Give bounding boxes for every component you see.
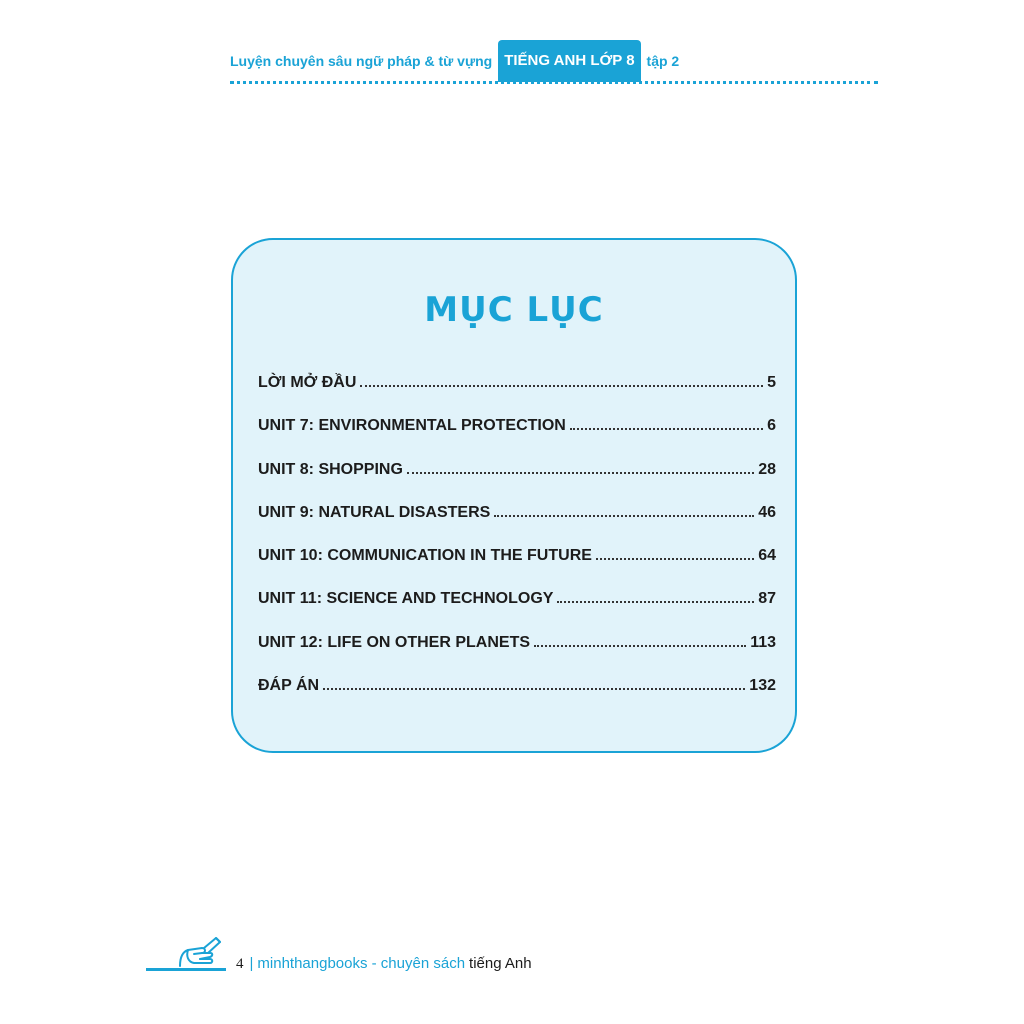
toc-entry-page: 46: [758, 503, 776, 521]
header-dotted-rule: [230, 81, 878, 84]
toc-leader-dots: [596, 558, 754, 560]
toc-entry[interactable]: [258, 590, 776, 633]
toc-entry-label: ĐÁP ÁN: [258, 677, 320, 695]
toc-entry[interactable]: [258, 504, 776, 547]
writing-hand-icon: [176, 936, 226, 972]
toc-title: MỤC LỤC: [424, 290, 604, 330]
toc-entry-page: 64: [758, 547, 776, 565]
toc-entry[interactable]: [258, 461, 776, 504]
header-subtitle: Luyện chuyên sâu ngữ pháp & từ vựng: [230, 53, 493, 69]
toc-entry-page: 132: [749, 677, 776, 695]
header-volume: tập 2: [646, 53, 680, 69]
toc-entry-label: UNIT 10: COMMUNICATION IN THE FUTURE: [258, 547, 592, 565]
header-badge: TIẾNG ANH LỚP 8: [498, 40, 640, 82]
toc-leader-dots: [407, 472, 754, 474]
toc-leader-dots: [494, 515, 754, 517]
toc-leader-dots: [570, 428, 763, 430]
toc-leader-dots: [360, 385, 763, 387]
toc-entry-label: UNIT 7: ENVIRONMENTAL PROTECTION: [258, 417, 566, 435]
toc-entry-page: 6: [767, 417, 776, 435]
toc-leader-dots: [557, 601, 754, 603]
toc-entry-label: UNIT 12: LIFE ON OTHER PLANETS: [258, 633, 531, 651]
toc-entry-page: 5: [767, 374, 776, 391]
toc-entry-label: LỜI MỞ ĐẦU: [258, 374, 357, 391]
toc-entry-label: UNIT 8: SHOPPING: [258, 460, 403, 478]
page-footer: [236, 955, 532, 973]
toc-entry[interactable]: [258, 547, 776, 590]
toc-entry[interactable]: [258, 634, 776, 677]
toc-entry[interactable]: [258, 374, 776, 417]
toc-leader-dots: [323, 688, 745, 690]
page-number: 4: [236, 956, 244, 972]
toc-entry-label: UNIT 9: NATURAL DISASTERS: [258, 503, 491, 521]
toc-list: [258, 374, 776, 720]
table-of-contents-box: [231, 238, 797, 753]
toc-entry-page: 87: [758, 590, 776, 608]
toc-entry[interactable]: [258, 417, 776, 460]
running-header: [230, 40, 679, 82]
toc-entry-label: UNIT 11: SCIENCE AND TECHNOLOGY: [258, 590, 554, 608]
footer-separator: |: [249, 955, 254, 972]
toc-entry-page: 113: [750, 633, 776, 651]
footer-brand: minhthangbooks - chuyên sách: [257, 955, 466, 972]
footer-brand-end: tiếng Anh: [469, 955, 532, 972]
toc-leader-dots: [534, 645, 746, 647]
toc-entry[interactable]: [258, 677, 776, 720]
toc-entry-page: 28: [758, 460, 776, 478]
